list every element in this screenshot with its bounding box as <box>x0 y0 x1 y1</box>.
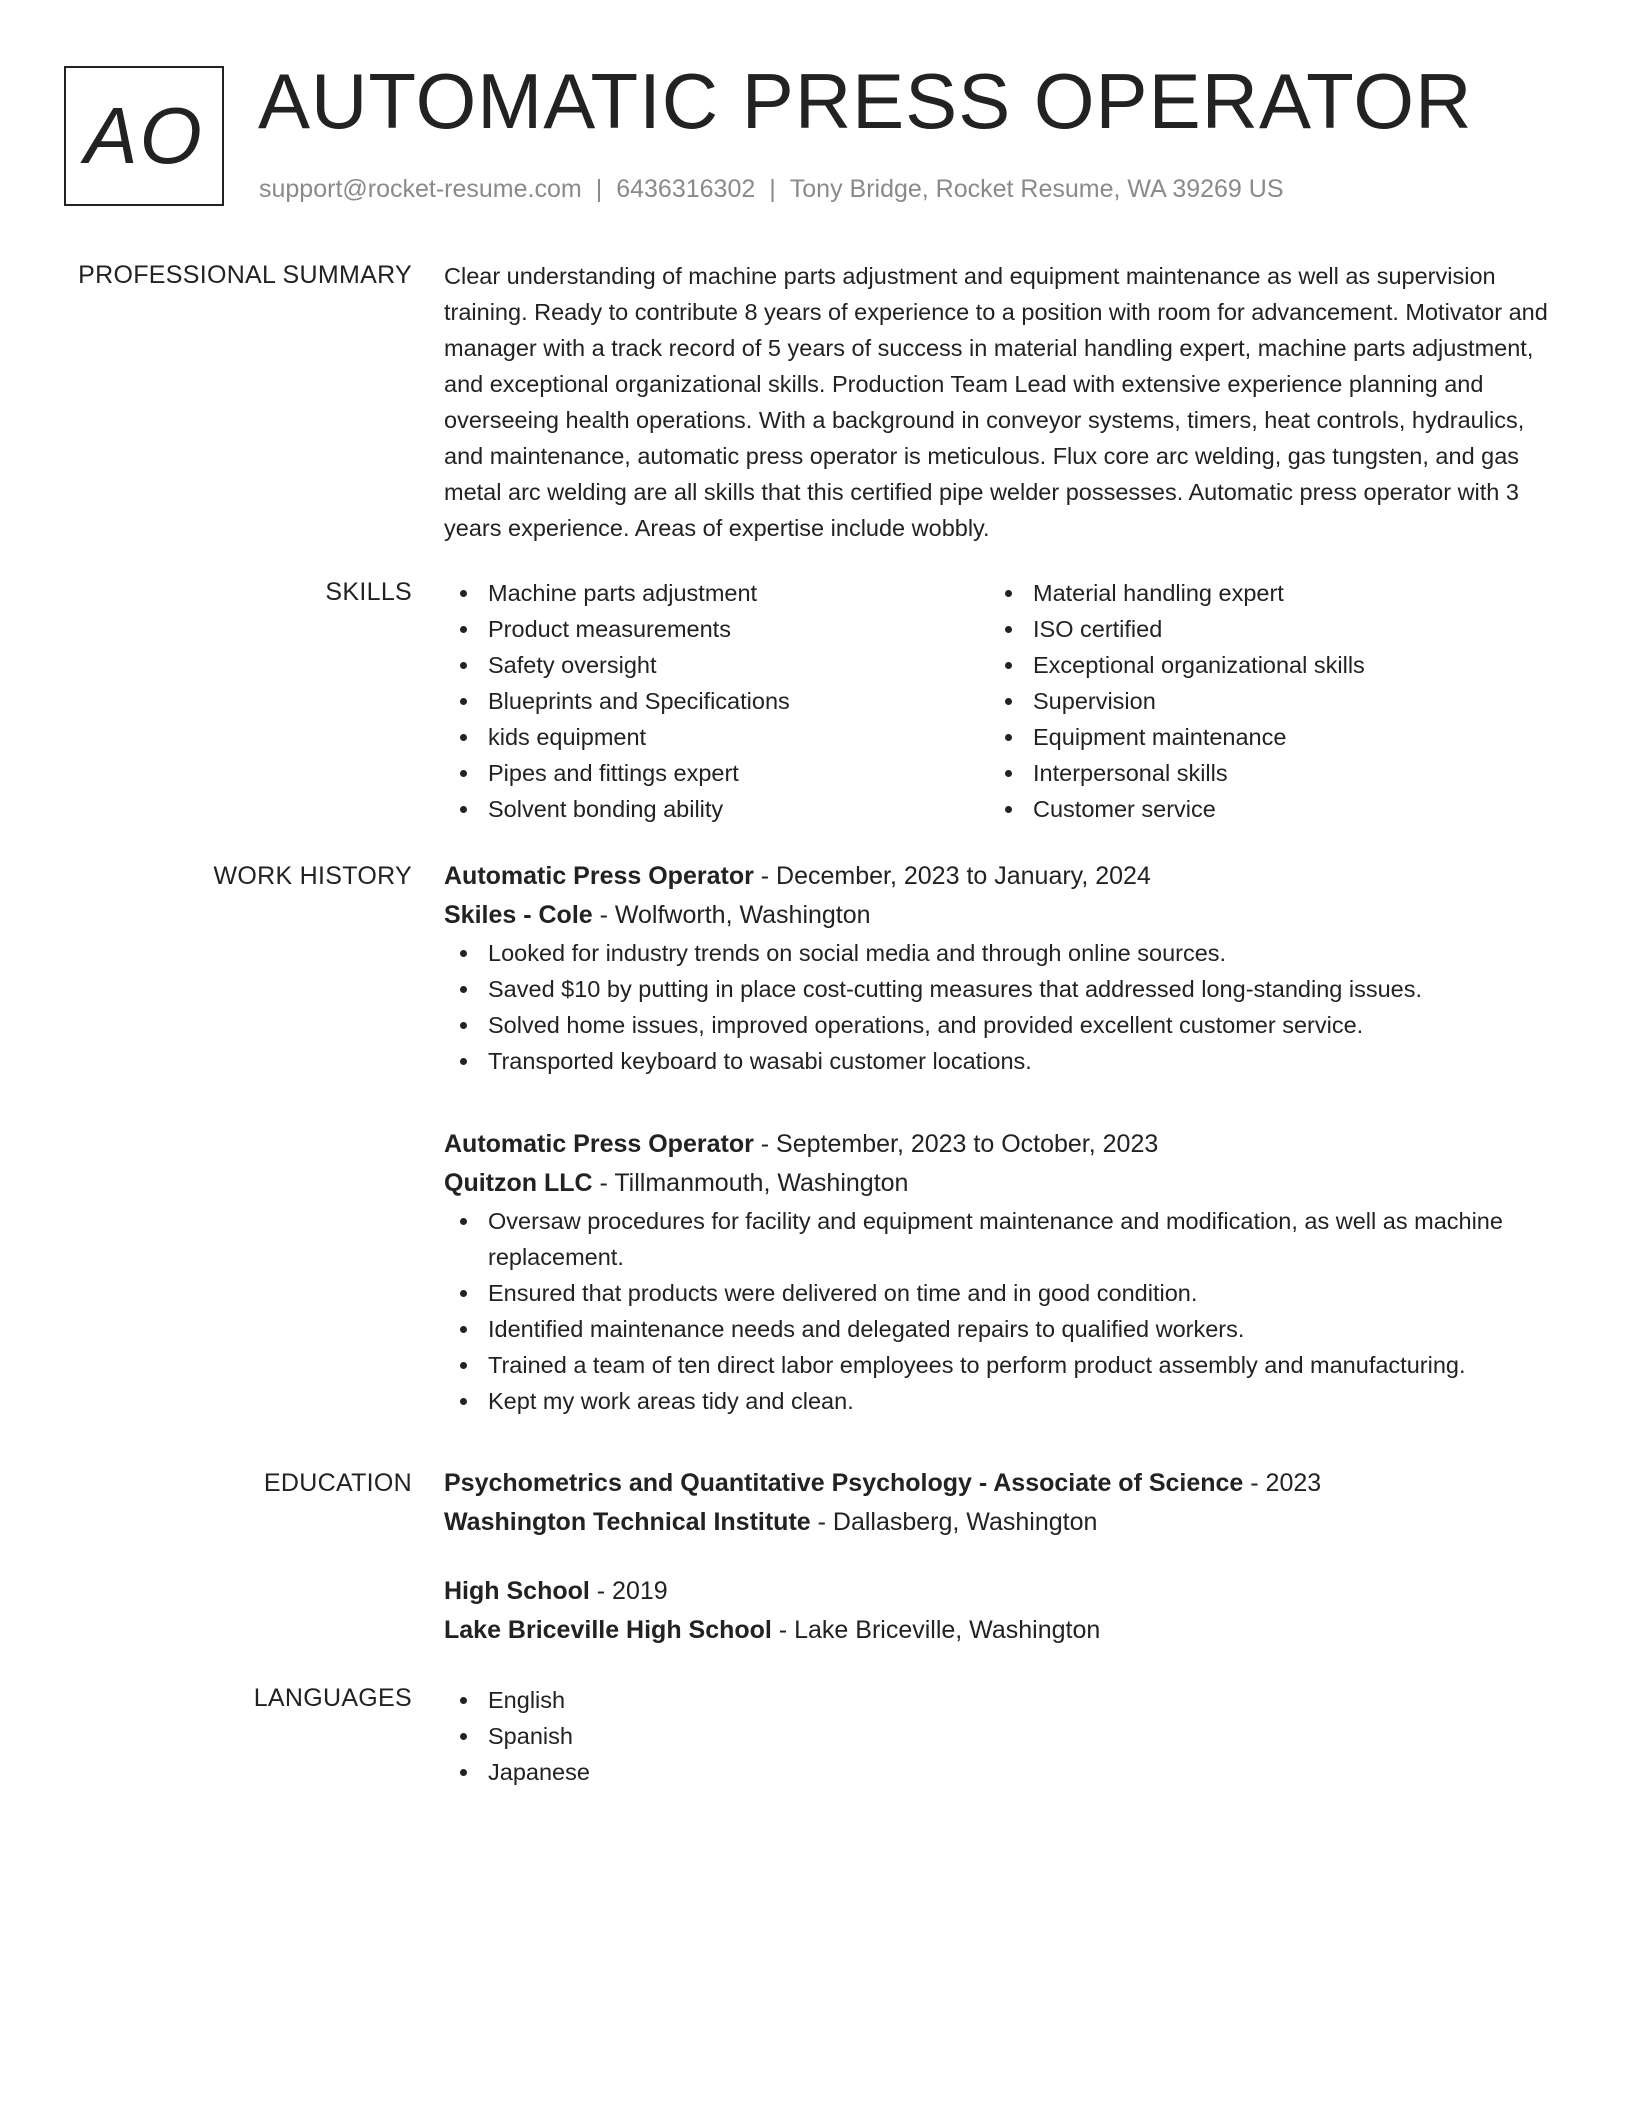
contact-line <box>259 173 1284 205</box>
education-degree-line <box>444 1572 1554 1611</box>
education-location: - Dallasberg, Washington <box>810 1508 1098 1536</box>
skill-item: Safety oversight <box>444 647 989 683</box>
job-location: - Tillmanmouth, Washington <box>592 1169 909 1197</box>
skill-item: Blueprints and Specifications <box>444 683 989 719</box>
skill-item: Exceptional organizational skills <box>989 647 1534 683</box>
education-entry <box>444 1464 1554 1542</box>
job-entry <box>444 1125 1554 1419</box>
job-title: Automatic Press Operator <box>444 862 754 890</box>
skill-item: kids equipment <box>444 719 989 755</box>
education-location: - Lake Briceville, Washington <box>771 1616 1101 1644</box>
section-label-education: EDUCATION <box>263 1469 412 1497</box>
section-label-languages: LANGUAGES <box>253 1684 412 1712</box>
job-bullet: Solved home issues, improved operations, and provided excellent customer service. <box>444 1007 1554 1043</box>
section-label-skills: SKILLS <box>325 578 412 606</box>
language-item: Japanese <box>444 1754 1554 1790</box>
job-company: Quitzon LLC <box>444 1169 593 1197</box>
education-school: Lake Briceville High School <box>444 1616 772 1644</box>
education-content <box>444 1464 1554 1650</box>
skills-left-list <box>444 575 989 827</box>
monogram-box <box>64 66 224 206</box>
section-label-work-history: WORK HISTORY <box>213 862 412 890</box>
skill-item: Pipes and fittings expert <box>444 755 989 791</box>
skill-item: Machine parts adjustment <box>444 575 989 611</box>
job-bullet-list <box>444 935 1554 1079</box>
job-bullet: Transported keyboard to wasabi customer locations. <box>444 1043 1554 1079</box>
education-entry <box>444 1572 1554 1650</box>
skill-item: Material handling expert <box>989 575 1534 611</box>
skill-item: Product measurements <box>444 611 989 647</box>
job-entry <box>444 857 1554 1079</box>
contact-address: Tony Bridge, Rocket Resume, WA 39269 US <box>789 175 1284 203</box>
education-degree: High School <box>444 1577 590 1605</box>
work-history-content <box>444 857 1554 1419</box>
job-bullet: Oversaw procedures for facility and equipment maintenance and modification, as well as machine replacement. <box>444 1203 1554 1275</box>
education-school: Washington Technical Institute <box>444 1508 811 1536</box>
job-bullet: Trained a team of ten direct labor employees to perform product assembly and manufacturing. <box>444 1347 1554 1383</box>
job-company-line <box>444 896 1554 935</box>
job-bullet: Looked for industry trends on social media and through online sources. <box>444 935 1554 971</box>
education-degree: Psychometrics and Quantitative Psychology - Associate of Science <box>444 1469 1244 1497</box>
job-bullet: Kept my work areas tidy and clean. <box>444 1383 1554 1419</box>
skill-item: Interpersonal skills <box>989 755 1534 791</box>
contact-phone: 6436316302 <box>616 175 756 203</box>
job-title-line <box>444 857 1554 896</box>
contact-email: support@rocket-resume.com <box>259 175 582 203</box>
skill-item: ISO certified <box>989 611 1534 647</box>
languages-content <box>444 1682 1554 1790</box>
candidate-name: AUTOMATIC PRESS OPERATOR <box>258 57 1473 145</box>
job-bullet-list <box>444 1203 1554 1419</box>
skill-item: Equipment maintenance <box>989 719 1534 755</box>
education-year: - 2019 <box>589 1577 668 1605</box>
monogram-initials: AO <box>84 91 204 180</box>
job-bullet: Ensured that products were delivered on time and in good condition. <box>444 1275 1554 1311</box>
language-item: Spanish <box>444 1718 1554 1754</box>
job-bullet: Saved $10 by putting in place cost-cutting measures that addressed long-standing issues. <box>444 971 1554 1007</box>
education-year: - 2023 <box>1243 1469 1322 1497</box>
summary-content <box>444 258 1554 546</box>
skills-content <box>444 575 1554 827</box>
summary-text: Clear understanding of machine parts adjustment and equipment maintenance as well as supervision training. Ready to contribute 8 years of experience to a position with room for advancement. Motivator and manager with a track record of 5 years of success in material handling expert, machine parts adjustment, and exceptional organizational skills. Production Team Lead with extensive experience planning and overseeing health operations. With a background in conveyor systems, timers, heat controls, hydraulics, and maintenance, automatic press operator is meticulous. Flux core arc welding, gas tungsten, and gas metal arc welding are all skills that this certified pipe welder possesses. Automatic press operator with 3 years experience. Areas of expertise include wobbly. <box>444 263 1548 541</box>
skills-right-list <box>989 575 1534 827</box>
job-company-line <box>444 1164 1554 1203</box>
job-dates: - September, 2023 to October, 2023 <box>753 1130 1159 1158</box>
contact-separator: | <box>595 175 603 203</box>
job-bullet: Identified maintenance needs and delegated repairs to qualified workers. <box>444 1311 1554 1347</box>
education-school-line <box>444 1503 1554 1542</box>
section-label-summary: PROFESSIONAL SUMMARY <box>78 261 412 289</box>
education-school-line <box>444 1611 1554 1650</box>
education-degree-line <box>444 1464 1554 1503</box>
job-dates: - December, 2023 to January, 2024 <box>753 862 1151 890</box>
skills-grid <box>444 575 1554 827</box>
contact-separator: | <box>769 175 776 203</box>
job-title-line <box>444 1125 1554 1164</box>
job-location: - Wolfworth, Washington <box>592 901 871 929</box>
skill-item: Solvent bonding ability <box>444 791 989 827</box>
skill-item: Supervision <box>989 683 1534 719</box>
language-item: English <box>444 1682 1554 1718</box>
skill-item: Customer service <box>989 791 1534 827</box>
job-company: Skiles - Cole <box>444 901 593 929</box>
job-title: Automatic Press Operator <box>444 1130 754 1158</box>
languages-list <box>444 1682 1554 1790</box>
